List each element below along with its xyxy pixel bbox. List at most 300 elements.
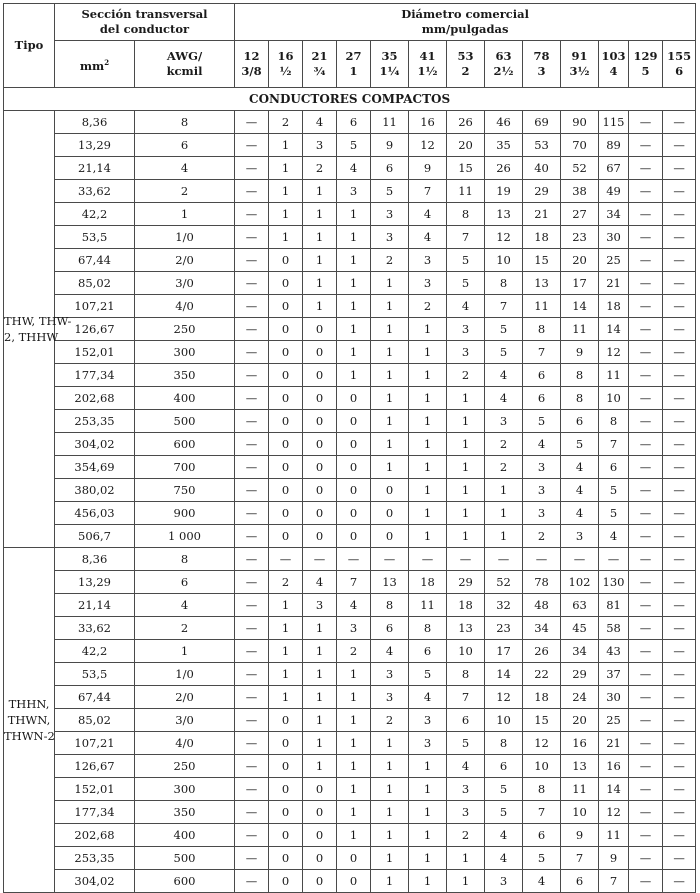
diameter-header-3 bbox=[337, 41, 371, 88]
count-cell: 1 bbox=[303, 203, 337, 226]
count-cell: 3 bbox=[447, 778, 485, 801]
count-cell: — bbox=[485, 548, 523, 571]
count-cell: 1 bbox=[337, 295, 371, 318]
count-cell: 3 bbox=[409, 249, 447, 272]
table-row bbox=[4, 364, 696, 387]
count-cell: 2 bbox=[371, 709, 409, 732]
count-cell: 7 bbox=[447, 226, 485, 249]
count-cell: — bbox=[371, 548, 409, 571]
count-cell: 23 bbox=[561, 226, 599, 249]
diameter-mm: 41 bbox=[419, 49, 436, 63]
diameter-header-2 bbox=[303, 41, 337, 88]
count-cell: 1 bbox=[371, 847, 409, 870]
count-cell: 11 bbox=[561, 318, 599, 341]
diameter-header-1 bbox=[269, 41, 303, 88]
count-cell: 6 bbox=[523, 824, 561, 847]
count-cell: 48 bbox=[523, 594, 561, 617]
count-cell: 8 bbox=[447, 663, 485, 686]
seccion-header bbox=[55, 4, 235, 41]
count-cell: 34 bbox=[523, 617, 561, 640]
count-cell: — bbox=[629, 502, 663, 525]
count-cell: — bbox=[409, 548, 447, 571]
diameter-header-5 bbox=[409, 41, 447, 88]
awg-cell: 2/0 bbox=[135, 686, 235, 709]
count-cell: 1 bbox=[447, 456, 485, 479]
diameter-header-11 bbox=[629, 41, 663, 88]
count-cell: 1 bbox=[447, 502, 485, 525]
count-cell: — bbox=[447, 548, 485, 571]
count-cell: 11 bbox=[599, 364, 629, 387]
count-cell: 12 bbox=[599, 801, 629, 824]
count-cell: 1 bbox=[409, 824, 447, 847]
section-title: CONDUCTORES COMPACTOS bbox=[4, 88, 696, 111]
count-cell: — bbox=[663, 134, 696, 157]
count-cell: 3 bbox=[523, 502, 561, 525]
mm2-header-label: mm bbox=[79, 58, 105, 73]
diameter-mm: 63 bbox=[495, 49, 512, 63]
count-cell: — bbox=[629, 686, 663, 709]
diameter-inch: 3/8 bbox=[241, 64, 262, 78]
count-cell: 1 bbox=[371, 778, 409, 801]
count-cell: 3 bbox=[371, 686, 409, 709]
mm2-cell: 253,35 bbox=[55, 847, 135, 870]
diameter-header-12 bbox=[663, 41, 696, 88]
count-cell: 8 bbox=[485, 272, 523, 295]
count-cell: 0 bbox=[303, 502, 337, 525]
count-cell: 1 bbox=[303, 249, 337, 272]
count-cell: 0 bbox=[303, 364, 337, 387]
count-cell: 0 bbox=[269, 870, 303, 893]
count-cell: — bbox=[663, 824, 696, 847]
count-cell: 24 bbox=[561, 686, 599, 709]
count-cell: 1 bbox=[371, 870, 409, 893]
count-cell: 0 bbox=[269, 295, 303, 318]
count-cell: 12 bbox=[485, 686, 523, 709]
table-row bbox=[4, 502, 696, 525]
diameter-inch: 1¼ bbox=[379, 64, 400, 78]
count-cell: 21 bbox=[599, 272, 629, 295]
mm2-cell: 8,36 bbox=[55, 548, 135, 571]
count-cell: 0 bbox=[303, 410, 337, 433]
count-cell: 7 bbox=[523, 341, 561, 364]
mm2-cell: 85,02 bbox=[55, 709, 135, 732]
table-row bbox=[4, 594, 696, 617]
count-cell: — bbox=[629, 111, 663, 134]
count-cell: — bbox=[629, 594, 663, 617]
count-cell: 4 bbox=[485, 847, 523, 870]
tipo-line: THWN, bbox=[7, 713, 51, 727]
count-cell: — bbox=[235, 111, 269, 134]
count-cell: 3 bbox=[409, 272, 447, 295]
count-cell: 4 bbox=[371, 640, 409, 663]
count-cell: 5 bbox=[523, 410, 561, 433]
count-cell: 7 bbox=[561, 847, 599, 870]
table-row bbox=[4, 318, 696, 341]
count-cell: 0 bbox=[371, 525, 409, 548]
count-cell: 0 bbox=[303, 456, 337, 479]
count-cell: 1 bbox=[409, 456, 447, 479]
count-cell: 32 bbox=[485, 594, 523, 617]
count-cell: 1 bbox=[337, 824, 371, 847]
diametro-header-line2: mm/pulgadas bbox=[421, 22, 509, 36]
count-cell: 1 bbox=[303, 180, 337, 203]
count-cell: — bbox=[663, 502, 696, 525]
count-cell: 1 bbox=[409, 801, 447, 824]
count-cell: — bbox=[235, 180, 269, 203]
count-cell: 26 bbox=[447, 111, 485, 134]
table-row bbox=[4, 180, 696, 203]
count-cell: 4 bbox=[561, 456, 599, 479]
count-cell: 4 bbox=[485, 824, 523, 847]
count-cell: 17 bbox=[485, 640, 523, 663]
count-cell: 0 bbox=[269, 502, 303, 525]
count-cell: 15 bbox=[523, 709, 561, 732]
table-row bbox=[4, 548, 696, 571]
table-row bbox=[4, 456, 696, 479]
count-cell: 0 bbox=[303, 847, 337, 870]
count-cell: — bbox=[303, 548, 337, 571]
count-cell: 1 bbox=[371, 295, 409, 318]
count-cell: 6 bbox=[485, 755, 523, 778]
count-cell: 5 bbox=[371, 180, 409, 203]
tipo-line: THWN-2 bbox=[4, 729, 55, 743]
count-cell: 1 bbox=[269, 594, 303, 617]
mm2-cell: 107,21 bbox=[55, 295, 135, 318]
table-row bbox=[4, 410, 696, 433]
count-cell: 1 bbox=[337, 364, 371, 387]
count-cell: — bbox=[663, 249, 696, 272]
count-cell: — bbox=[629, 571, 663, 594]
count-cell: — bbox=[629, 364, 663, 387]
count-cell: 4 bbox=[523, 870, 561, 893]
count-cell: 8 bbox=[447, 203, 485, 226]
count-cell: 1 bbox=[485, 479, 523, 502]
awg-cell: 600 bbox=[135, 433, 235, 456]
count-cell: 1 bbox=[303, 709, 337, 732]
table-row bbox=[4, 824, 696, 847]
count-cell: 0 bbox=[303, 525, 337, 548]
seccion-header-line2: del conductor bbox=[99, 22, 190, 36]
diameter-mm: 103 bbox=[601, 49, 626, 63]
count-cell: 7 bbox=[337, 571, 371, 594]
mm2-cell: 53,5 bbox=[55, 663, 135, 686]
count-cell: 115 bbox=[599, 111, 629, 134]
count-cell: — bbox=[663, 594, 696, 617]
count-cell: 4 bbox=[561, 502, 599, 525]
count-cell: 16 bbox=[561, 732, 599, 755]
count-cell: 0 bbox=[269, 525, 303, 548]
count-cell: 5 bbox=[447, 732, 485, 755]
count-cell: 10 bbox=[523, 755, 561, 778]
count-cell: — bbox=[599, 548, 629, 571]
count-cell: 8 bbox=[409, 617, 447, 640]
count-cell: 13 bbox=[485, 203, 523, 226]
count-cell: 9 bbox=[409, 157, 447, 180]
diameter-inch: ½ bbox=[279, 64, 292, 78]
count-cell: 34 bbox=[561, 640, 599, 663]
count-cell: 38 bbox=[561, 180, 599, 203]
diameter-mm: 129 bbox=[633, 49, 658, 63]
mm2-cell: 21,14 bbox=[55, 594, 135, 617]
count-cell: 34 bbox=[599, 203, 629, 226]
count-cell: 5 bbox=[561, 433, 599, 456]
diameter-mm: 53 bbox=[457, 49, 474, 63]
count-cell: 1 bbox=[447, 870, 485, 893]
count-cell: 0 bbox=[303, 318, 337, 341]
count-cell: 0 bbox=[269, 272, 303, 295]
diameter-inch: 1 bbox=[349, 64, 358, 78]
count-cell: 2 bbox=[447, 824, 485, 847]
mm2-cell: 13,29 bbox=[55, 571, 135, 594]
count-cell: 6 bbox=[409, 640, 447, 663]
awg-cell: 1 000 bbox=[135, 525, 235, 548]
count-cell: — bbox=[235, 755, 269, 778]
count-cell: 1 bbox=[371, 433, 409, 456]
mm2-cell: 126,67 bbox=[55, 755, 135, 778]
count-cell: 9 bbox=[561, 341, 599, 364]
count-cell: — bbox=[663, 180, 696, 203]
awg-cell: 1/0 bbox=[135, 663, 235, 686]
mm2-cell: 354,69 bbox=[55, 456, 135, 479]
table-row bbox=[4, 433, 696, 456]
count-cell: 0 bbox=[337, 387, 371, 410]
count-cell: 3 bbox=[485, 410, 523, 433]
awg-cell: 500 bbox=[135, 410, 235, 433]
diameter-mm: 27 bbox=[345, 49, 362, 63]
diameter-inch: 3 bbox=[537, 64, 546, 78]
count-cell: 0 bbox=[303, 433, 337, 456]
table-row bbox=[4, 640, 696, 663]
table-row bbox=[4, 709, 696, 732]
count-cell: — bbox=[629, 456, 663, 479]
count-cell: 6 bbox=[371, 617, 409, 640]
count-cell: 0 bbox=[303, 479, 337, 502]
mm2-cell: 304,02 bbox=[55, 433, 135, 456]
count-cell: 14 bbox=[599, 318, 629, 341]
count-cell: 1 bbox=[447, 479, 485, 502]
count-cell: — bbox=[629, 318, 663, 341]
count-cell: 0 bbox=[303, 778, 337, 801]
count-cell: — bbox=[235, 686, 269, 709]
count-cell: 1 bbox=[371, 318, 409, 341]
mm2-cell: 202,68 bbox=[55, 824, 135, 847]
count-cell: 11 bbox=[409, 594, 447, 617]
count-cell: 102 bbox=[561, 571, 599, 594]
count-cell: — bbox=[629, 180, 663, 203]
tipo-line: THW, THW- bbox=[4, 314, 72, 328]
count-cell: 2 bbox=[485, 456, 523, 479]
count-cell: — bbox=[235, 594, 269, 617]
awg-cell: 6 bbox=[135, 134, 235, 157]
count-cell: — bbox=[663, 640, 696, 663]
count-cell: 0 bbox=[269, 318, 303, 341]
count-cell: 1 bbox=[371, 824, 409, 847]
count-cell: 3 bbox=[409, 732, 447, 755]
tipo-cell bbox=[4, 111, 72, 548]
count-cell: 19 bbox=[485, 180, 523, 203]
awg-cell: 500 bbox=[135, 847, 235, 870]
count-cell: 11 bbox=[561, 778, 599, 801]
count-cell: 4 bbox=[523, 433, 561, 456]
count-cell: — bbox=[663, 157, 696, 180]
awg-cell: 1/0 bbox=[135, 226, 235, 249]
mm2-cell: 456,03 bbox=[55, 502, 135, 525]
table-row bbox=[4, 847, 696, 870]
count-cell: 3 bbox=[371, 663, 409, 686]
mm2-header bbox=[55, 41, 135, 88]
awg-cell: 1 bbox=[135, 203, 235, 226]
table-row bbox=[4, 686, 696, 709]
count-cell: 17 bbox=[561, 272, 599, 295]
count-cell: — bbox=[235, 617, 269, 640]
count-cell: — bbox=[235, 456, 269, 479]
count-cell: 0 bbox=[337, 870, 371, 893]
count-cell: 10 bbox=[561, 801, 599, 824]
count-cell: 0 bbox=[269, 410, 303, 433]
table-row bbox=[4, 295, 696, 318]
count-cell: — bbox=[629, 157, 663, 180]
count-cell: 12 bbox=[485, 226, 523, 249]
mm2-cell: 13,29 bbox=[55, 134, 135, 157]
count-cell: 45 bbox=[561, 617, 599, 640]
count-cell: 2 bbox=[371, 249, 409, 272]
count-cell: — bbox=[235, 479, 269, 502]
mm2-cell: 67,44 bbox=[55, 249, 135, 272]
count-cell: 3 bbox=[303, 594, 337, 617]
count-cell: 9 bbox=[599, 847, 629, 870]
count-cell: 5 bbox=[337, 134, 371, 157]
count-cell: 35 bbox=[485, 134, 523, 157]
count-cell: 1 bbox=[269, 226, 303, 249]
count-cell: 1 bbox=[269, 663, 303, 686]
count-cell: 4 bbox=[409, 203, 447, 226]
mm2-cell: 304,02 bbox=[55, 870, 135, 893]
count-cell: 6 bbox=[447, 709, 485, 732]
count-cell: 4 bbox=[485, 364, 523, 387]
count-cell: 0 bbox=[303, 387, 337, 410]
count-cell: 1 bbox=[269, 203, 303, 226]
awg-cell: 700 bbox=[135, 456, 235, 479]
count-cell: 8 bbox=[523, 318, 561, 341]
count-cell: 2 bbox=[269, 111, 303, 134]
seccion-header-line1: Sección transversal bbox=[81, 7, 208, 21]
count-cell: 0 bbox=[269, 824, 303, 847]
count-cell: 3 bbox=[447, 801, 485, 824]
count-cell: 8 bbox=[561, 387, 599, 410]
table-row bbox=[4, 226, 696, 249]
count-cell: 0 bbox=[303, 341, 337, 364]
count-cell: — bbox=[235, 387, 269, 410]
table-row bbox=[4, 525, 696, 548]
count-cell: 3 bbox=[447, 318, 485, 341]
count-cell: — bbox=[235, 157, 269, 180]
count-cell: 21 bbox=[523, 203, 561, 226]
count-cell: 29 bbox=[447, 571, 485, 594]
count-cell: — bbox=[235, 870, 269, 893]
count-cell: — bbox=[235, 847, 269, 870]
count-cell: 12 bbox=[523, 732, 561, 755]
count-cell: 1 bbox=[337, 226, 371, 249]
count-cell: 20 bbox=[561, 249, 599, 272]
count-cell: 5 bbox=[523, 847, 561, 870]
diameter-inch: 4 bbox=[609, 64, 618, 78]
awg-cell: 250 bbox=[135, 755, 235, 778]
count-cell: 10 bbox=[485, 709, 523, 732]
count-cell: — bbox=[629, 732, 663, 755]
count-cell: 0 bbox=[303, 870, 337, 893]
awg-cell: 300 bbox=[135, 341, 235, 364]
mm2-cell: 85,02 bbox=[55, 272, 135, 295]
count-cell: — bbox=[629, 617, 663, 640]
count-cell: — bbox=[663, 226, 696, 249]
count-cell: — bbox=[629, 801, 663, 824]
count-cell: 1 bbox=[409, 387, 447, 410]
count-cell: 43 bbox=[599, 640, 629, 663]
count-cell: 0 bbox=[269, 847, 303, 870]
count-cell: 13 bbox=[447, 617, 485, 640]
count-cell: 40 bbox=[523, 157, 561, 180]
table-row bbox=[4, 732, 696, 755]
count-cell: 1 bbox=[371, 410, 409, 433]
count-cell: — bbox=[235, 502, 269, 525]
count-cell: 1 bbox=[371, 272, 409, 295]
count-cell: 1 bbox=[303, 640, 337, 663]
count-cell: 7 bbox=[485, 295, 523, 318]
count-cell: 7 bbox=[599, 870, 629, 893]
count-cell: — bbox=[629, 870, 663, 893]
count-cell: — bbox=[663, 272, 696, 295]
count-cell: 7 bbox=[599, 433, 629, 456]
count-cell: — bbox=[235, 571, 269, 594]
count-cell: — bbox=[235, 272, 269, 295]
awg-cell: 350 bbox=[135, 801, 235, 824]
mm2-cell: 202,68 bbox=[55, 387, 135, 410]
mm2-cell: 33,62 bbox=[55, 180, 135, 203]
awg-cell: 2/0 bbox=[135, 249, 235, 272]
count-cell: 30 bbox=[599, 226, 629, 249]
count-cell: 1 bbox=[303, 617, 337, 640]
count-cell: 14 bbox=[599, 778, 629, 801]
count-cell: 1 bbox=[409, 525, 447, 548]
awg-cell: 300 bbox=[135, 778, 235, 801]
count-cell: — bbox=[235, 824, 269, 847]
header-row-top bbox=[4, 4, 696, 41]
count-cell: — bbox=[663, 433, 696, 456]
count-cell: 16 bbox=[409, 111, 447, 134]
count-cell: 1 bbox=[409, 502, 447, 525]
diameter-header-9 bbox=[561, 41, 599, 88]
count-cell: — bbox=[663, 456, 696, 479]
count-cell: — bbox=[235, 341, 269, 364]
count-cell: — bbox=[337, 548, 371, 571]
mm2-cell: 21,14 bbox=[55, 157, 135, 180]
count-cell: 1 bbox=[337, 709, 371, 732]
count-cell: 1 bbox=[337, 663, 371, 686]
count-cell: — bbox=[235, 203, 269, 226]
count-cell: 1 bbox=[447, 410, 485, 433]
count-cell: 49 bbox=[599, 180, 629, 203]
count-cell: 2 bbox=[409, 295, 447, 318]
count-cell: 4 bbox=[337, 157, 371, 180]
count-cell: 3 bbox=[371, 226, 409, 249]
awg-cell: 1 bbox=[135, 640, 235, 663]
count-cell: 4 bbox=[485, 387, 523, 410]
table-body bbox=[4, 88, 696, 893]
count-cell: 1 bbox=[269, 640, 303, 663]
count-cell: — bbox=[663, 525, 696, 548]
count-cell: 4 bbox=[561, 479, 599, 502]
count-cell: 11 bbox=[447, 180, 485, 203]
